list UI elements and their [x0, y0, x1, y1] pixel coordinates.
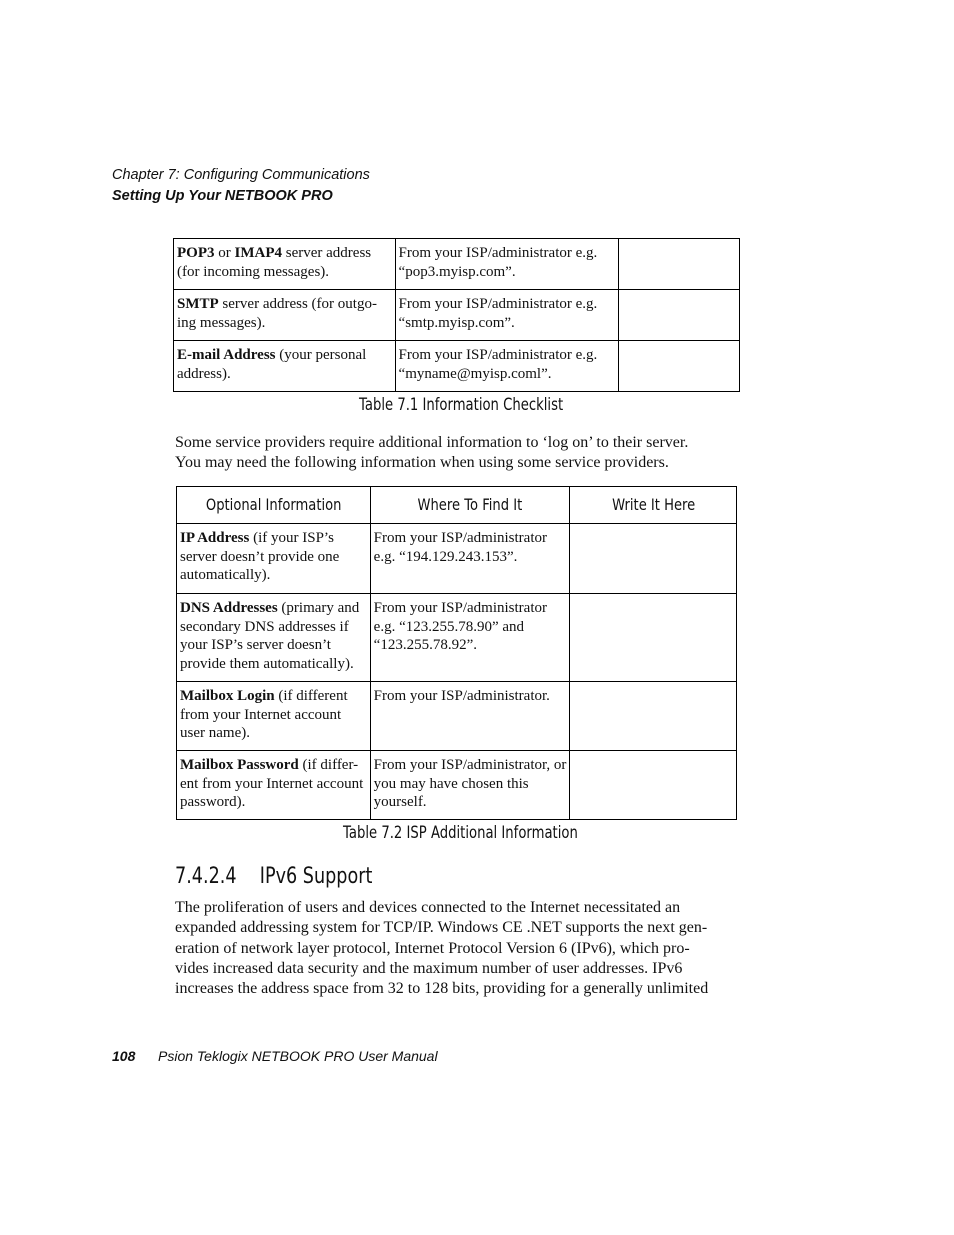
label-text: server address (for outgo-ing messages).	[177, 296, 377, 331]
label-term: POP3	[177, 245, 215, 261]
table-cell-where: From your ISP/administrator e.g. “myname@myisp.coml”.	[395, 341, 619, 392]
label-text: (if your ISP’s server doesn’t provide one automatically).	[180, 530, 340, 583]
table-cell-where: From your ISP/administrator e.g. “194.129.243.153”.	[370, 524, 570, 594]
table-row	[174, 290, 740, 341]
table-row	[174, 341, 740, 392]
table-row	[177, 594, 737, 682]
label-term: Mailbox Password	[180, 757, 299, 773]
text-line: eration of network layer protocol, Internet Protocol Version 6 (IPv6), which pro-	[175, 939, 690, 957]
label-rich	[177, 347, 366, 382]
text-line: expanded addressing system for TCP/IP. Windows CE .NET supports the next gen-	[175, 919, 708, 937]
table-cell-label	[177, 594, 371, 682]
column-header-label: Optional Information	[205, 494, 342, 514]
table-cell-label	[177, 524, 371, 594]
section-number: 7.4.2.4	[175, 864, 237, 889]
table-cell-label	[174, 341, 396, 392]
text-line: increases the address space from 32 to 128 bits, providing for a generally unlimited	[175, 980, 709, 998]
column-header	[370, 487, 570, 524]
table-cell-label	[174, 290, 396, 341]
table-cell-where: From your ISP/administrator, or you may have chosen this yourself.	[370, 751, 570, 820]
table-cell-write	[619, 290, 740, 341]
table-cell-label	[174, 239, 396, 290]
table-caption: Table 7.1 Information Checklist	[359, 395, 564, 414]
label-rich	[180, 688, 348, 741]
table-cell-where: From your ISP/administrator e.g. “smtp.myisp.com”.	[395, 290, 619, 341]
table-cell-label	[177, 751, 371, 820]
column-header	[177, 487, 371, 524]
column-header-label: Where To Find It	[417, 494, 523, 514]
label-text: (if different from your Internet account user name).	[180, 688, 348, 741]
label-term: SMTP	[177, 296, 219, 312]
table-cell-write	[619, 239, 740, 290]
label-rich	[180, 757, 363, 810]
running-header-chapter: Chapter 7: Configuring Communications	[112, 167, 370, 183]
table-cell-label	[177, 682, 371, 751]
table-row	[177, 682, 737, 751]
column-header-label: Write It Here	[611, 494, 695, 514]
footer-title: Psion Teklogix NETBOOK PRO User Manual	[158, 1048, 438, 1064]
isp-additional-info-table	[176, 486, 737, 820]
page-number: 108	[112, 1048, 136, 1064]
text-line: Some service providers require additional information to ‘log on’ to their server.	[175, 434, 689, 451]
table-row	[174, 239, 740, 290]
label-rich	[177, 296, 377, 331]
column-header	[570, 487, 737, 524]
text-line: You may need the following information when using some service providers.	[175, 454, 669, 472]
table-cell-write	[570, 682, 737, 751]
table-cell-write	[570, 524, 737, 594]
table-cell-write	[570, 751, 737, 820]
label-text: (if differ-ent from your Internet account password).	[180, 757, 364, 810]
intro-paragraph	[175, 433, 745, 474]
section-heading	[175, 864, 372, 889]
label-term: Mailbox Login	[180, 688, 275, 704]
table-row	[177, 524, 737, 594]
label-rich	[180, 600, 359, 672]
label-term: E-mail Address	[177, 347, 276, 363]
running-header-section: Setting Up Your NETBOOK PRO	[112, 188, 333, 204]
text-line: The proliferation of users and devices connected to the Internet necessitated an	[175, 899, 681, 916]
section-title: IPv6 Support	[259, 864, 373, 889]
table-cell-write	[619, 341, 740, 392]
text-line: vides increased data security and the maximum number of user addresses. IPv6	[175, 959, 683, 977]
label-rich	[180, 530, 339, 583]
label-text: (primary and secondary DNS addresses if your ISP’s server doesn’t provide them automatically).	[180, 600, 360, 672]
label-text: or	[214, 245, 235, 261]
table-cell-write	[570, 594, 737, 682]
table-cell-where: From your ISP/administrator e.g. “123.255.78.90” and “123.255.78.92”.	[370, 594, 570, 682]
label-term: IP Address	[180, 530, 250, 546]
table-cell-where: From your ISP/administrator.	[370, 682, 570, 751]
table-caption: Table 7.2 ISP Additional Information	[343, 823, 578, 842]
label-rich	[177, 245, 371, 280]
table-row	[177, 751, 737, 820]
body-paragraph	[175, 898, 745, 999]
label-text: (your personal address).	[177, 347, 367, 382]
table-cell-where: From your ISP/administrator e.g. “pop3.myisp.com”.	[395, 239, 619, 290]
label-text: server address (for incoming messages).	[177, 245, 372, 280]
label-term: DNS Addresses	[180, 600, 278, 616]
table-header-row	[177, 487, 737, 524]
information-checklist-table	[173, 238, 740, 392]
label-term: IMAP4	[234, 245, 282, 261]
